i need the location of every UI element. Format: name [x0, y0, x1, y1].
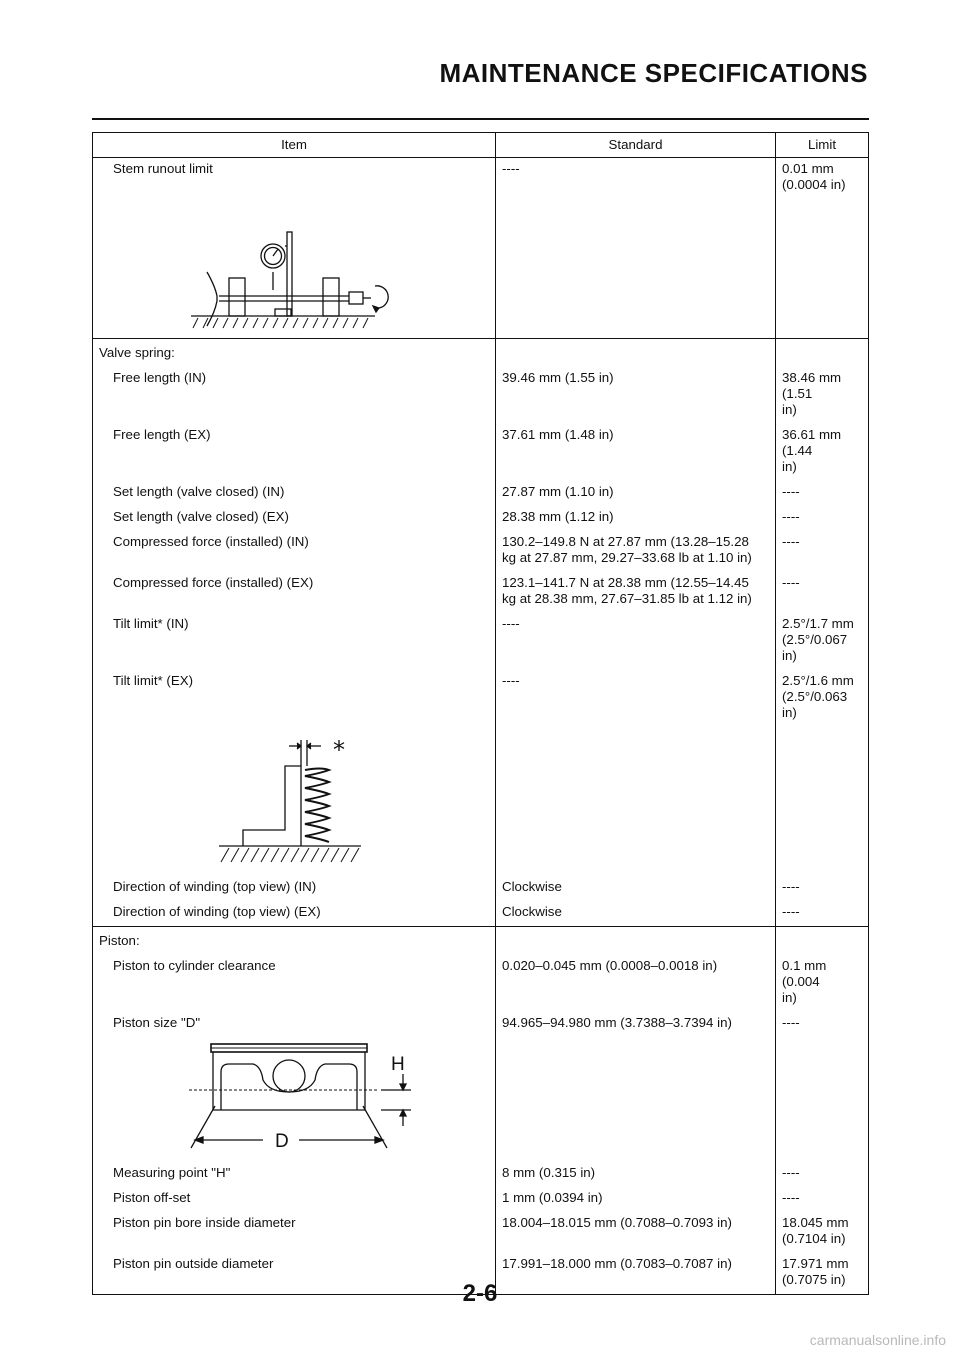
row-limit: ----: [776, 1012, 869, 1037]
limit-line-1: 2.5°/1.6 mm: [782, 673, 854, 688]
limit-line-2: in): [782, 402, 797, 417]
limit-line-2: (2.5°/0.067 in): [782, 632, 848, 663]
row-standard: ----: [496, 613, 776, 670]
row-item: Compressed force (installed) (IN): [93, 531, 496, 572]
piston-heading: Piston:: [93, 927, 496, 956]
table-row: [93, 1212, 869, 1253]
empty-cell: [776, 199, 869, 339]
row-limit: ----: [776, 531, 869, 572]
limit-line-1: 36.61 mm (1.44: [782, 427, 842, 458]
row-item: Piston size "D": [93, 1012, 496, 1037]
watermark: carmanualsonline.info: [809, 1332, 946, 1348]
row-item: Set length (valve closed) (EX): [93, 506, 496, 531]
page-title: MAINTENANCE SPECIFICATIONS: [439, 58, 868, 88]
table-row: [93, 367, 869, 424]
row-limit: [776, 1212, 869, 1253]
row-item: Set length (valve closed) (IN): [93, 481, 496, 506]
table-row: [93, 955, 869, 1012]
table-header-row: [93, 133, 869, 158]
row-limit: ----: [776, 481, 869, 506]
table-row: [93, 572, 869, 613]
empty-cell: [496, 199, 776, 339]
standard-line-2: kg at 28.38 mm, 27.67–31.85 lb at 1.12 in): [502, 591, 752, 606]
limit-line-1: 18.045 mm: [782, 1215, 849, 1230]
standard-line-1: 123.1–141.7 N at 28.38 mm (12.55–14.45: [502, 575, 749, 590]
row-limit: [776, 367, 869, 424]
diagram-row: [93, 199, 869, 339]
table-row: [93, 506, 869, 531]
row-standard: 28.38 mm (1.12 in): [496, 506, 776, 531]
stem-runout-diagram-cell: [93, 199, 496, 339]
spring-tilt-diagram: [99, 730, 475, 870]
row-item: Piston off-set: [93, 1187, 496, 1212]
row-limit: [776, 613, 869, 670]
row-standard: 39.46 mm (1.55 in): [496, 367, 776, 424]
header-item: Item: [93, 133, 496, 158]
header-limit: Limit: [776, 133, 869, 158]
table-row: [93, 1012, 869, 1037]
row-limit: ----: [776, 506, 869, 531]
row-standard: [496, 572, 776, 613]
stem-runout-diagram: [99, 202, 475, 332]
limit-line-2: (0.7075 in): [782, 1272, 846, 1287]
table-row: [93, 424, 869, 481]
row-item: Tilt limit* (EX): [93, 670, 496, 727]
tilt-symbol: *: [333, 736, 345, 764]
empty-cell: [776, 1037, 869, 1162]
row-limit: ----: [776, 1162, 869, 1187]
row-item: Free length (EX): [93, 424, 496, 481]
stem-runout-limit: [776, 158, 869, 200]
label-h: H: [391, 1054, 405, 1075]
empty-cell: [776, 339, 869, 368]
row-standard: 94.965–94.980 mm (3.7388–3.7394 in): [496, 1012, 776, 1037]
row-standard: Clockwise: [496, 901, 776, 927]
row-standard: 18.004–18.015 mm (0.7088–0.7093 in): [496, 1212, 776, 1253]
empty-cell: [496, 727, 776, 876]
row-standard: 0.020–0.045 mm (0.0008–0.0018 in): [496, 955, 776, 1012]
row-standard: 17.991–18.000 mm (0.7083–0.7087 in): [496, 1253, 776, 1295]
limit-line-2: (0.0004 in): [782, 177, 846, 192]
label-d: D: [275, 1131, 289, 1152]
table-row: [93, 670, 869, 727]
empty-cell: [776, 927, 869, 956]
limit-line-1: 2.5°/1.7 mm: [782, 616, 854, 631]
empty-cell: [496, 927, 776, 956]
table-row: [93, 1187, 869, 1212]
limit-line-2: in): [782, 459, 797, 474]
row-item: Direction of winding (top view) (EX): [93, 901, 496, 927]
table-row: [93, 1162, 869, 1187]
empty-cell: [776, 727, 869, 876]
limit-line-2: (2.5°/0.063 in): [782, 689, 848, 720]
spring-tilt-diagram-cell: [93, 727, 496, 876]
row-item: Free length (IN): [93, 367, 496, 424]
table-row: [93, 613, 869, 670]
section-heading-row: [93, 339, 869, 368]
row-standard: 1 mm (0.0394 in): [496, 1187, 776, 1212]
row-item: Measuring point "H": [93, 1162, 496, 1187]
row-item: Compressed force (installed) (EX): [93, 572, 496, 613]
stem-runout-item: Stem runout limit: [93, 158, 496, 200]
row-item: Piston pin bore inside diameter: [93, 1212, 496, 1253]
row-limit: ----: [776, 901, 869, 927]
limit-line-1: 17.971 mm: [782, 1256, 849, 1271]
row-standard: ----: [496, 670, 776, 727]
stem-runout-standard: ----: [496, 158, 776, 200]
row-limit: ----: [776, 1187, 869, 1212]
row-item: Tilt limit* (IN): [93, 613, 496, 670]
limit-line-2: in): [782, 990, 797, 1005]
diagram-row: [93, 727, 869, 876]
table-row: [93, 481, 869, 506]
title-rule: [92, 118, 869, 120]
empty-cell: [496, 339, 776, 368]
limit-line-1: 0.1 mm (0.004: [782, 958, 827, 989]
page-number: 2-6: [462, 1280, 498, 1307]
row-limit: ----: [776, 572, 869, 613]
row-limit: [776, 424, 869, 481]
section-heading-row: [93, 927, 869, 956]
standard-line-1: 130.2–149.8 N at 27.87 mm (13.28–15.28: [502, 534, 749, 549]
table-row: [93, 876, 869, 901]
row-standard: [496, 531, 776, 572]
valve-spring-heading: Valve spring:: [93, 339, 496, 368]
empty-cell: [496, 1037, 776, 1162]
table-row: [93, 531, 869, 572]
limit-line-2: (0.7104 in): [782, 1231, 846, 1246]
specifications-table: [92, 132, 869, 1295]
row-item: Direction of winding (top view) (IN): [93, 876, 496, 901]
table-row: [93, 158, 869, 200]
row-limit: [776, 670, 869, 727]
row-limit: ----: [776, 876, 869, 901]
row-standard: Clockwise: [496, 876, 776, 901]
row-standard: 27.87 mm (1.10 in): [496, 481, 776, 506]
row-limit: [776, 955, 869, 1012]
limit-line-1: 38.46 mm (1.51: [782, 370, 842, 401]
piston-diagram: [99, 1040, 475, 1156]
row-item: Piston to cylinder clearance: [93, 955, 496, 1012]
limit-line-1: 0.01 mm: [782, 161, 834, 176]
row-standard: 37.61 mm (1.48 in): [496, 424, 776, 481]
row-standard: 8 mm (0.315 in): [496, 1162, 776, 1187]
diagram-row: [93, 1037, 869, 1162]
standard-line-2: kg at 27.87 mm, 29.27–33.68 lb at 1.10 in): [502, 550, 752, 565]
header-standard: Standard: [496, 133, 776, 158]
table-row: [93, 901, 869, 927]
row-item: Piston pin outside diameter: [93, 1253, 496, 1295]
piston-diagram-cell: [93, 1037, 496, 1162]
